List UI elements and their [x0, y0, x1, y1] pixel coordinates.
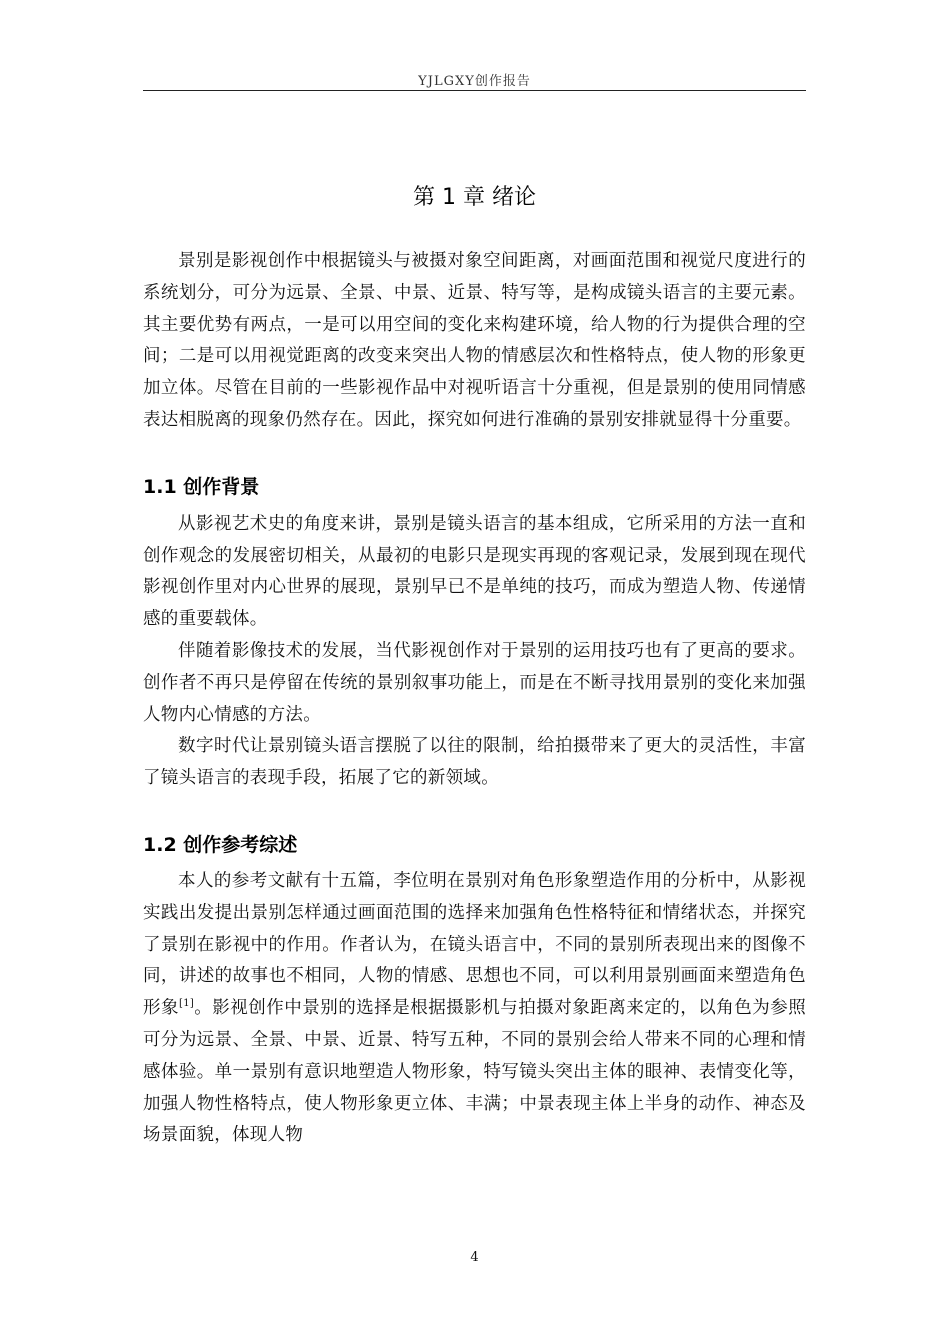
section-heading-background: 1.1 创作背景: [143, 475, 260, 498]
section1-paragraph-1: 从影视艺术史的角度来讲，景别是镜头语言的基本组成，它所采用的方法一直和创作观念的发展密切相关，从最初的电影只是现实再现的客观记录，发展到现在现代影视创作里对内心世界的展现，景别早已不是单纯的技巧，而成为塑造人物、传递情感的重要载体。: [143, 513, 806, 630]
section2-text-after-citation: 。影视创作中景别的选择是根据摄影机与拍摄对象距离来定的，以角色为参照可分为远景、全景、中景、近景、特写五种，不同的景别会给人带来不同的心理和情感体验。单一景别有意识地塑造人物形象，特写镜头突出主体的眼神、表情变化等，加强人物性格特点，使人物形象更立体、丰满；中景表现主体上半身的动作、神态及场景面貌，体现人物: [143, 998, 806, 1146]
section1-paragraph-3: 数字时代让景别镜头语言摆脱了以往的限制，给拍摄带来了更大的灵活性，丰富了镜头语言的表现手段，拓展了它的新领域。: [143, 736, 806, 789]
running-header: YJLGXY创作报告: [418, 74, 531, 89]
chapter-intro-paragraph: 景别是影视创作中根据镜头与被摄对象空间距离，对画面范围和视觉尺度进行的系统划分，可分为远景、全景、中景、近景、特写等，是构成镜头语言的主要元素。其主要优势有两点，一是可以用空间的变化来构建环境，给人物的行为提供合理的空间；二是可以用视觉距离的改变来突出人物的情感层次和性格特点，使人物的形象更加立体。尽管在目前的一些影视作品中对视听语言十分重视，但是景别的使用同情感表达相脱离的现象仍然存在。因此，探究如何进行准确的景别安排就显得十分重要。: [143, 251, 806, 430]
section2-text-before-citation: 本人的参考文献有十五篇，李位明在景别对角色形象塑造作用的分析中，从影视实践出发提出景别怎样通过画面范围的选择来加强角色性格特征和情绪状态，并探究了景别在影视中的作用。作者认为，在镜头语言中，不同的景别所表现出来的图像不同，讲述的故事也不相同，人物的情感、思想也不同，可以利用景别画面来塑造角色形象: [143, 870, 806, 1019]
section1-paragraph-2: 伴随着影像技术的发展，当代影视创作对于景别的运用技巧也有了更高的要求。创作者不再只是停留在传统的景别叙事功能上，而是在不断寻找用景别的变化来加强人物内心情感的方法。: [143, 640, 806, 725]
body-content: [143, 246, 806, 1152]
chapter-title: 第 1 章 绪论: [413, 185, 536, 210]
section2-paragraph-1: [143, 866, 806, 1152]
citation-reference[interactable]: [1]: [179, 998, 195, 1010]
section-heading-review: 1.2 创作参考综述: [143, 833, 298, 856]
header-divider: [143, 90, 806, 91]
page-number: 4: [470, 1250, 479, 1265]
